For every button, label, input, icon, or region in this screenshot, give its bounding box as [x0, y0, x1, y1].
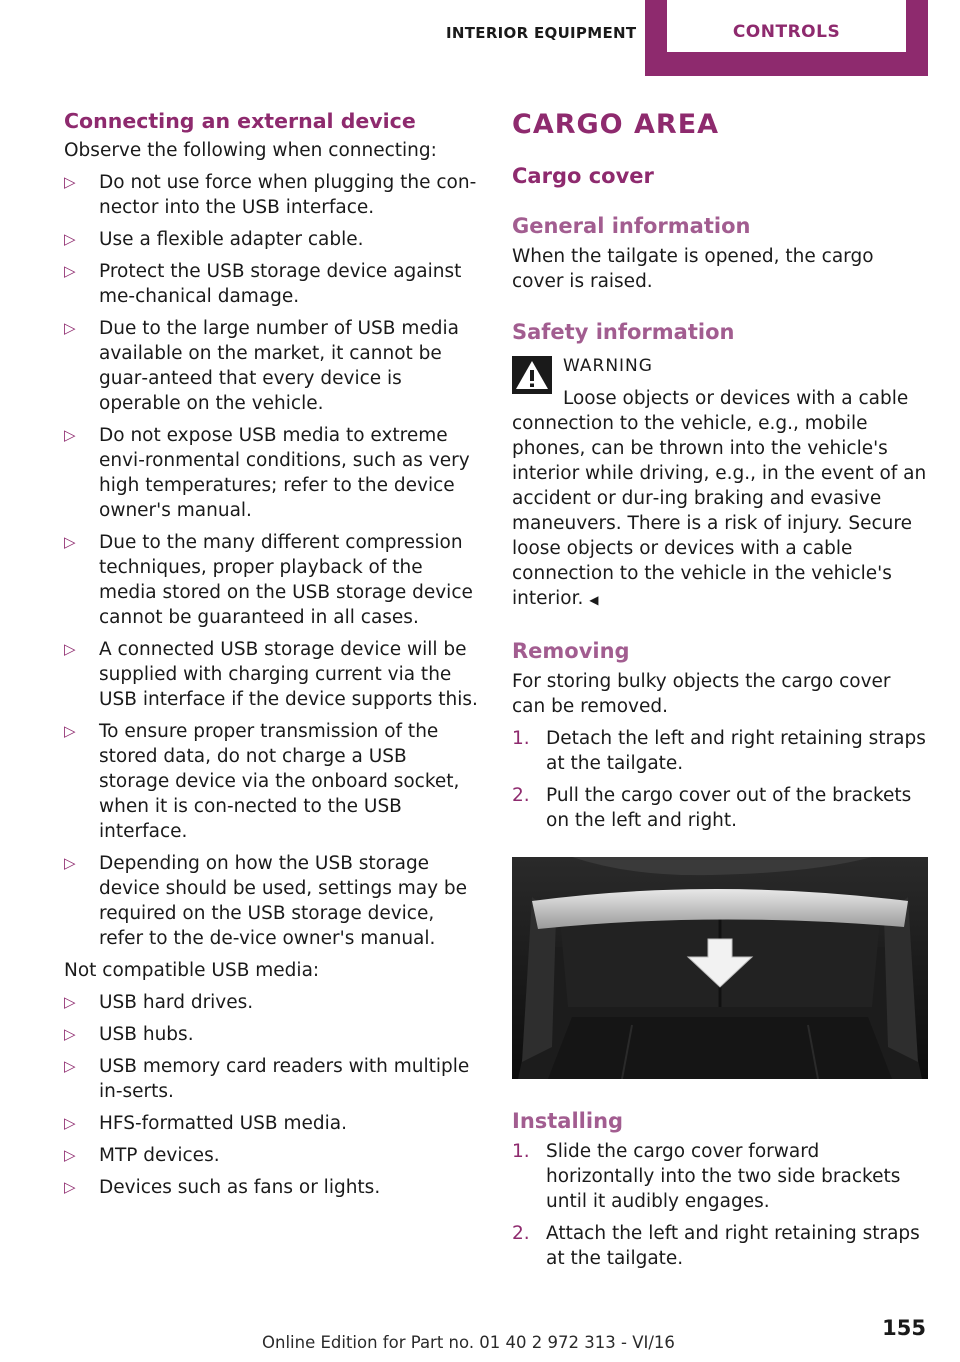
list-item: ▷ USB hard drives. [64, 992, 254, 1013]
installing-steps [512, 1139, 928, 1271]
usb-connect-intro: Observe the following when connecting: [64, 140, 437, 161]
bullet-triangle-icon: ▷ [64, 426, 76, 444]
left-column [64, 108, 482, 1200]
warning-label: WARNING [563, 356, 653, 376]
header-section-label: INTERIOR EQUIPMENT [446, 24, 637, 42]
bullet-triangle-icon: ▷ [64, 993, 76, 1011]
safety-info-heading: Safety information [512, 320, 735, 344]
list-item: ▷ Devices such as fans or lights. [64, 1177, 381, 1198]
list-item: 1. Detach the left and right retaining straps at the tailgate. [512, 728, 926, 774]
bullet-triangle-icon: ▷ [64, 1146, 76, 1164]
bullet-triangle-icon: ▷ [64, 722, 76, 740]
usb-connect-list [64, 170, 482, 951]
bullet-triangle-icon: ▷ [64, 1025, 76, 1043]
list-item: ▷ Use a flexible adapter cable. [64, 229, 364, 250]
cargo-cover-photo [512, 857, 928, 1079]
list-item: ▷ HFS-formatted USB media. [64, 1113, 347, 1134]
page-number: 155 [882, 1316, 926, 1340]
bullet-triangle-icon: ▷ [64, 1178, 76, 1196]
list-item: ▷ To ensure proper transmission of the stored data, do not charge a USB storage device via the onboard socket, when it is con‐nected to the USB interface. [64, 721, 460, 842]
list-item: ▷ USB memory card readers with multiple in‐serts. [64, 1056, 470, 1102]
bullet-triangle-icon: ▷ [64, 854, 76, 872]
warning-header [512, 354, 928, 411]
bullet-triangle-icon: ▷ [64, 1057, 76, 1075]
step-number: 2. [512, 785, 530, 806]
cargo-area-illustration [512, 857, 928, 1079]
list-item: ▷ USB hubs. [64, 1024, 194, 1045]
cargo-cover-heading: Cargo cover [512, 164, 654, 188]
chapter-tab [645, 0, 928, 76]
list-item: ▷ Due to the many different compression techniques, proper playback of the media stored on the USB storage device cannot be guaranteed in all cases. [64, 532, 473, 628]
list-item: 1. Slide the cargo cover forward horizontally into the two side brackets until it audibly engages. [512, 1141, 901, 1212]
list-item: ▷ A connected USB storage device will be supplied with charging current via the USB interface if the device supports this. [64, 639, 478, 710]
edition-footer: Online Edition for Part no. 01 40 2 972 313 - VI/16 [262, 1333, 675, 1352]
general-info-text: When the tailgate is opened, the cargo cover is raised. [512, 246, 874, 292]
list-item: ▷ Do not expose USB media to extreme envi‐ronmental conditions, such as very high temperatures; refer to the device owner's manual. [64, 425, 470, 521]
incompatible-list [64, 990, 482, 1200]
page-title: CARGO AREA [512, 109, 720, 140]
list-item: ▷ Do not use force when plugging the con‐nector into the USB interface. [64, 172, 477, 218]
installing-heading: Installing [512, 1109, 624, 1133]
removing-text: For storing bulky objects the cargo cover can be removed. [512, 671, 891, 717]
bullet-triangle-icon: ▷ [64, 640, 76, 658]
bullet-triangle-icon: ▷ [64, 230, 76, 248]
warning-triangle-icon [512, 356, 552, 394]
step-number: 2. [512, 1223, 530, 1244]
bullet-triangle-icon: ▷ [64, 1114, 76, 1132]
incompatible-intro: Not compatible USB media: [64, 960, 320, 981]
usb-connect-heading: Connecting an external device [64, 109, 416, 133]
bullet-triangle-icon: ▷ [64, 319, 76, 337]
step-number: 1. [512, 1141, 530, 1162]
list-item: 2. Attach the left and right retaining straps at the tailgate. [512, 1223, 920, 1269]
step-number: 1. [512, 728, 530, 749]
right-column [512, 108, 928, 1271]
list-item: ▷ Protect the USB storage device against me‐chanical damage. [64, 261, 462, 307]
bullet-triangle-icon: ▷ [64, 173, 76, 191]
warning-body: connection to the vehicle, e.g., mobile phones, can be thrown into the vehicle's interior while driving, e.g., in the event of an accident or dur‐ing braking and evasive maneuvers. There is a risk of injury. Secure loose objects or devices with a cable connection to the vehicle in the vehicle's interior. ◀ [512, 413, 927, 609]
chapter-tab-label: CONTROLS [732, 22, 841, 42]
list-item: 2. Pull the cargo cover out of the brackets on the left and right. [512, 785, 912, 831]
warning-lead: Loose objects or devices with a cable [563, 388, 909, 409]
general-info-heading: General information [512, 214, 751, 238]
removing-heading: Removing [512, 639, 630, 663]
end-mark-icon: ◀ [589, 593, 599, 607]
list-item: ▷ Due to the large number of USB media available on the market, it cannot be guar‐anteed that every device is operable on the vehicle. [64, 318, 459, 414]
list-item: ▷ MTP devices. [64, 1145, 220, 1166]
list-item: ▷ Depending on how the USB storage device should be used, settings may be required on the USB storage device, refer to the de‐vice owner's manual. [64, 853, 468, 949]
bullet-triangle-icon: ▷ [64, 533, 76, 551]
removing-steps [512, 726, 928, 833]
bullet-triangle-icon: ▷ [64, 262, 76, 280]
